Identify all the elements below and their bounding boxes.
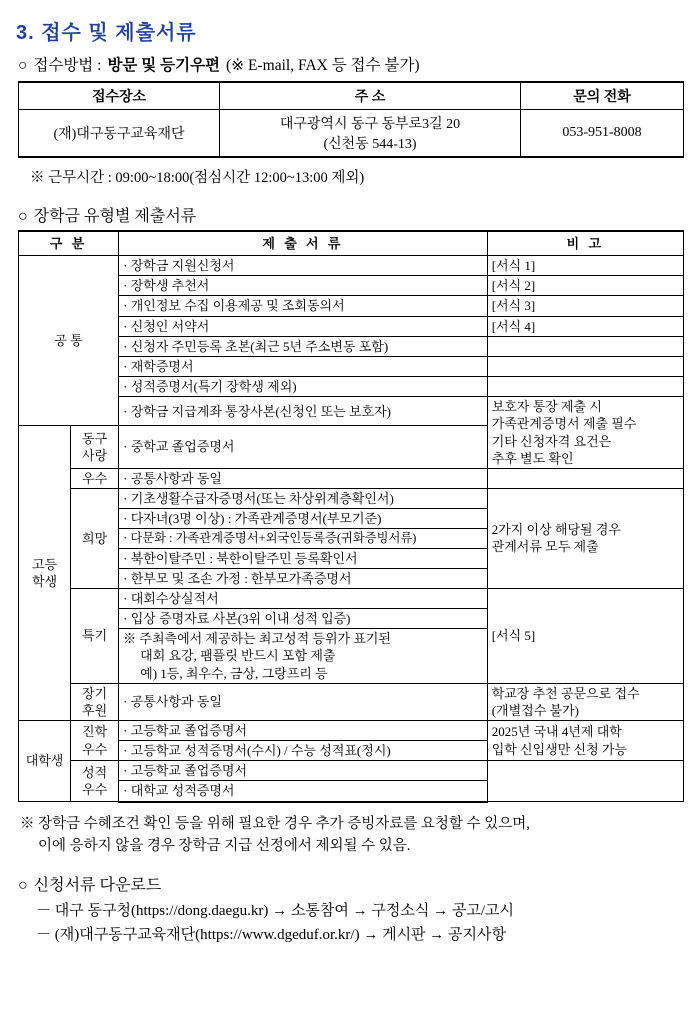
common-remark-2: [서식 2] (487, 276, 683, 296)
cell-address (220, 110, 521, 158)
remark-guardian-note (487, 397, 683, 469)
subcategory-seongjeok (71, 761, 119, 802)
table-row (19, 296, 684, 316)
footnote-line-1: ※ 장학금 수혜조건 확인 등을 위해 필요한 경우 추가 증빙자료를 요청할 수 있으며, (20, 815, 530, 832)
category-university: 대학생 (19, 720, 71, 801)
common-remark-7 (487, 377, 683, 397)
common-remark-5 (487, 336, 683, 356)
category-highschool (19, 426, 71, 721)
highschool-doc-usu: · 공통사항과 동일 (119, 468, 488, 488)
contact-table (18, 81, 684, 158)
common-doc-8: · 장학금 지급계좌 통장사본(신청인 또는 보호자) (119, 397, 488, 426)
footnote-line-2: 이에 응하지 않을 경우 장학금 지급 선정에서 제외될 수 있음. (38, 838, 411, 855)
highschool-doc-teukgi-1: · 대회수상실적서 (119, 588, 488, 608)
highschool-doc-huimang-2: · 다자녀(3명 이상) : 가족관계증명서(부모기준) (119, 509, 488, 529)
subcategory-line-1: 진학 (82, 724, 108, 740)
bullet-circle-icon: ○ (18, 208, 28, 225)
table-row (19, 256, 684, 276)
common-doc-1: · 장학금 지원신청서 (119, 256, 488, 276)
subcategory-line-2: 사랑 (82, 448, 108, 464)
common-doc-4: · 신청인 서약서 (119, 316, 488, 336)
footnote (20, 813, 680, 858)
table-row (19, 588, 684, 608)
remark-line: 추후 별도 확인 (491, 450, 574, 466)
category-line-1: 고등 (31, 556, 58, 572)
highschool-doc-donggusarang: · 중학교 졸업증명서 (119, 426, 488, 469)
docs-section-heading (18, 203, 680, 226)
remark-line: 입학 신입생만 신청 가능 (491, 741, 628, 757)
remark-line: 학교장 추천 공문으로 접수 (491, 685, 640, 701)
subcategory-donggusarang (71, 426, 119, 469)
subcategory-line-1: 성적 (82, 765, 108, 781)
subcategory-usu: 우수 (71, 468, 119, 488)
remark-janggi (487, 683, 683, 720)
remark-jinhak (487, 720, 683, 760)
page-title: 3. 접수 및 제출서류 (16, 22, 197, 44)
table-row (19, 356, 684, 376)
category-line-2: 학생 (31, 574, 58, 590)
common-remark-4: [서식 4] (487, 316, 683, 336)
common-doc-3: · 개인정보 수집 이용제공 및 조회동의서 (119, 296, 488, 316)
table-row (19, 489, 684, 509)
table-row (19, 720, 684, 740)
table-header-row (19, 82, 684, 110)
header-place: 접수장소 (19, 82, 220, 110)
remark-huimang (487, 489, 683, 589)
subcategory-jinhak (71, 720, 119, 760)
table-row (19, 276, 684, 296)
remark-empty (487, 468, 683, 488)
remark-line: 관계서류 모두 제출 (491, 539, 599, 555)
common-doc-5: · 신청자 주민등록 초본(최근 5년 주소변동 포함) (119, 336, 488, 356)
remark-line: (개별접수 불가) (491, 702, 579, 718)
university-doc-jinhak-2: · 고등학교 성적증명서(수시) / 수능 성적표(정시) (119, 741, 488, 761)
header-documents: 제 출 서 류 (119, 231, 488, 256)
common-doc-7: · 성적증명서(특기 장학생 제외) (119, 377, 488, 397)
highschool-doc-janggi: · 공통사항과 동일 (119, 683, 488, 720)
remark-line: [서식 5] (491, 628, 536, 644)
header-category: 구 분 (19, 231, 119, 256)
table-row (19, 110, 684, 158)
remark-teukgi (487, 588, 683, 683)
table-row (19, 683, 684, 720)
table-row (19, 468, 684, 488)
address-line-1: 대구광역시 동구 동부로3길 20 (279, 117, 461, 132)
work-hours-note: ※ 근무시간 : 09:00~18:00(점심시간 12:00~13:00 제외) (30, 170, 365, 186)
subcategory-line-2: 우수 (82, 782, 108, 798)
bullet-circle-icon: ○ (18, 876, 28, 894)
subcategory-line-2: 후원 (82, 702, 108, 718)
subcategory-line-2: 우수 (82, 741, 108, 757)
bullet-circle-icon: ○ (18, 57, 28, 74)
common-remark-3: [서식 3] (487, 296, 683, 316)
table-row (19, 336, 684, 356)
download-title: 신청서류 다운로드 (33, 876, 162, 894)
header-phone: 문의 전화 (521, 82, 684, 110)
apply-method-paren: (※ E-mail, FAX 등 접수 불가) (226, 57, 420, 74)
teukgi-note-line-1: ※ 주최측에서 제공하는 최고성적 등위가 표기된 (123, 631, 391, 647)
cell-place: (재)대구동구교육재단 (19, 110, 220, 158)
table-row (19, 761, 684, 781)
header-address: 주 소 (220, 82, 521, 110)
common-remark-1: [서식 1] (487, 256, 683, 276)
subcategory-line-1: 동구 (82, 430, 108, 446)
remark-seongjeok (487, 761, 683, 802)
teukgi-note-line-2: 대회 요강, 팸플릿 반드시 포함 제출 (140, 648, 336, 664)
university-doc-seongjeok-1: · 고등학교 졸업증명서 (119, 761, 488, 781)
address-line-2: (신천동 544-13) (323, 137, 417, 152)
highschool-doc-teukgi-note (119, 629, 488, 683)
remark-line: 보호자 통장 제출 시 (491, 399, 602, 415)
apply-method-value: 방문 및 등기우편 (107, 57, 221, 74)
remark-line: 기타 신청자격 요건은 (491, 433, 612, 449)
highschool-doc-huimang-1: · 기초생활수급자증명서(또는 차상위계층확인서) (119, 489, 488, 509)
common-remark-6 (487, 356, 683, 376)
highschool-doc-huimang-5: · 한부모 및 조손 가정 : 한부모가족증명서 (119, 568, 488, 588)
subcategory-teukgi: 특기 (71, 588, 119, 683)
common-doc-6: · 재학증명서 (119, 356, 488, 376)
header-remarks: 비 고 (487, 231, 683, 256)
subcategory-janggi (71, 683, 119, 720)
subcategory-line-1: 장기 (82, 685, 108, 701)
apply-method-line (18, 53, 680, 75)
remark-line: 2가지 이상 해당될 경우 (491, 522, 621, 538)
table-header-row (19, 231, 684, 256)
remark-line: 2025년 국내 4년제 대학 (491, 724, 622, 740)
download-heading (18, 872, 680, 895)
highschool-doc-teukgi-2: · 입상 증명자료 사본(3위 이내 성적 입증) (119, 609, 488, 629)
table-row (19, 377, 684, 397)
documents-table (18, 230, 684, 803)
download-link-line-1: － 대구 동구청(https://dong.daegu.kr) → 소통참여 → 구정소식 → 공고/고시 (36, 902, 514, 919)
university-doc-seongjeok-2: · 대학교 성적증명서 (119, 781, 488, 802)
download-link-line-2: － (재)대구동구교육재단(https://www.dgeduf.or.kr/) → 게시판 → 공지사항 (36, 926, 507, 943)
category-common: 공 통 (19, 256, 119, 426)
apply-method-label: 접수방법 : (33, 57, 102, 74)
docs-section-title: 장학금 유형별 제출서류 (33, 208, 197, 225)
highschool-doc-huimang-3: · 다문화 : 가족관계증명서+외국인등록증(귀화증빙서류) (119, 529, 488, 548)
table-row (19, 397, 684, 426)
university-doc-jinhak-1: · 고등학교 졸업증명서 (119, 720, 488, 740)
highschool-doc-huimang-4: · 북한이탈주민 : 북한이탈주민 등록확인서 (119, 548, 488, 568)
cell-phone: 053-951-8008 (521, 110, 684, 158)
common-doc-2: · 장학생 추천서 (119, 276, 488, 296)
remark-line: 가족관계증명서 제출 필수 (491, 416, 637, 432)
subcategory-huimang: 희망 (71, 489, 119, 589)
table-row (19, 316, 684, 336)
teukgi-note-line-3: 예) 1등, 최우수, 금상, 그랑프리 등 (140, 665, 328, 681)
